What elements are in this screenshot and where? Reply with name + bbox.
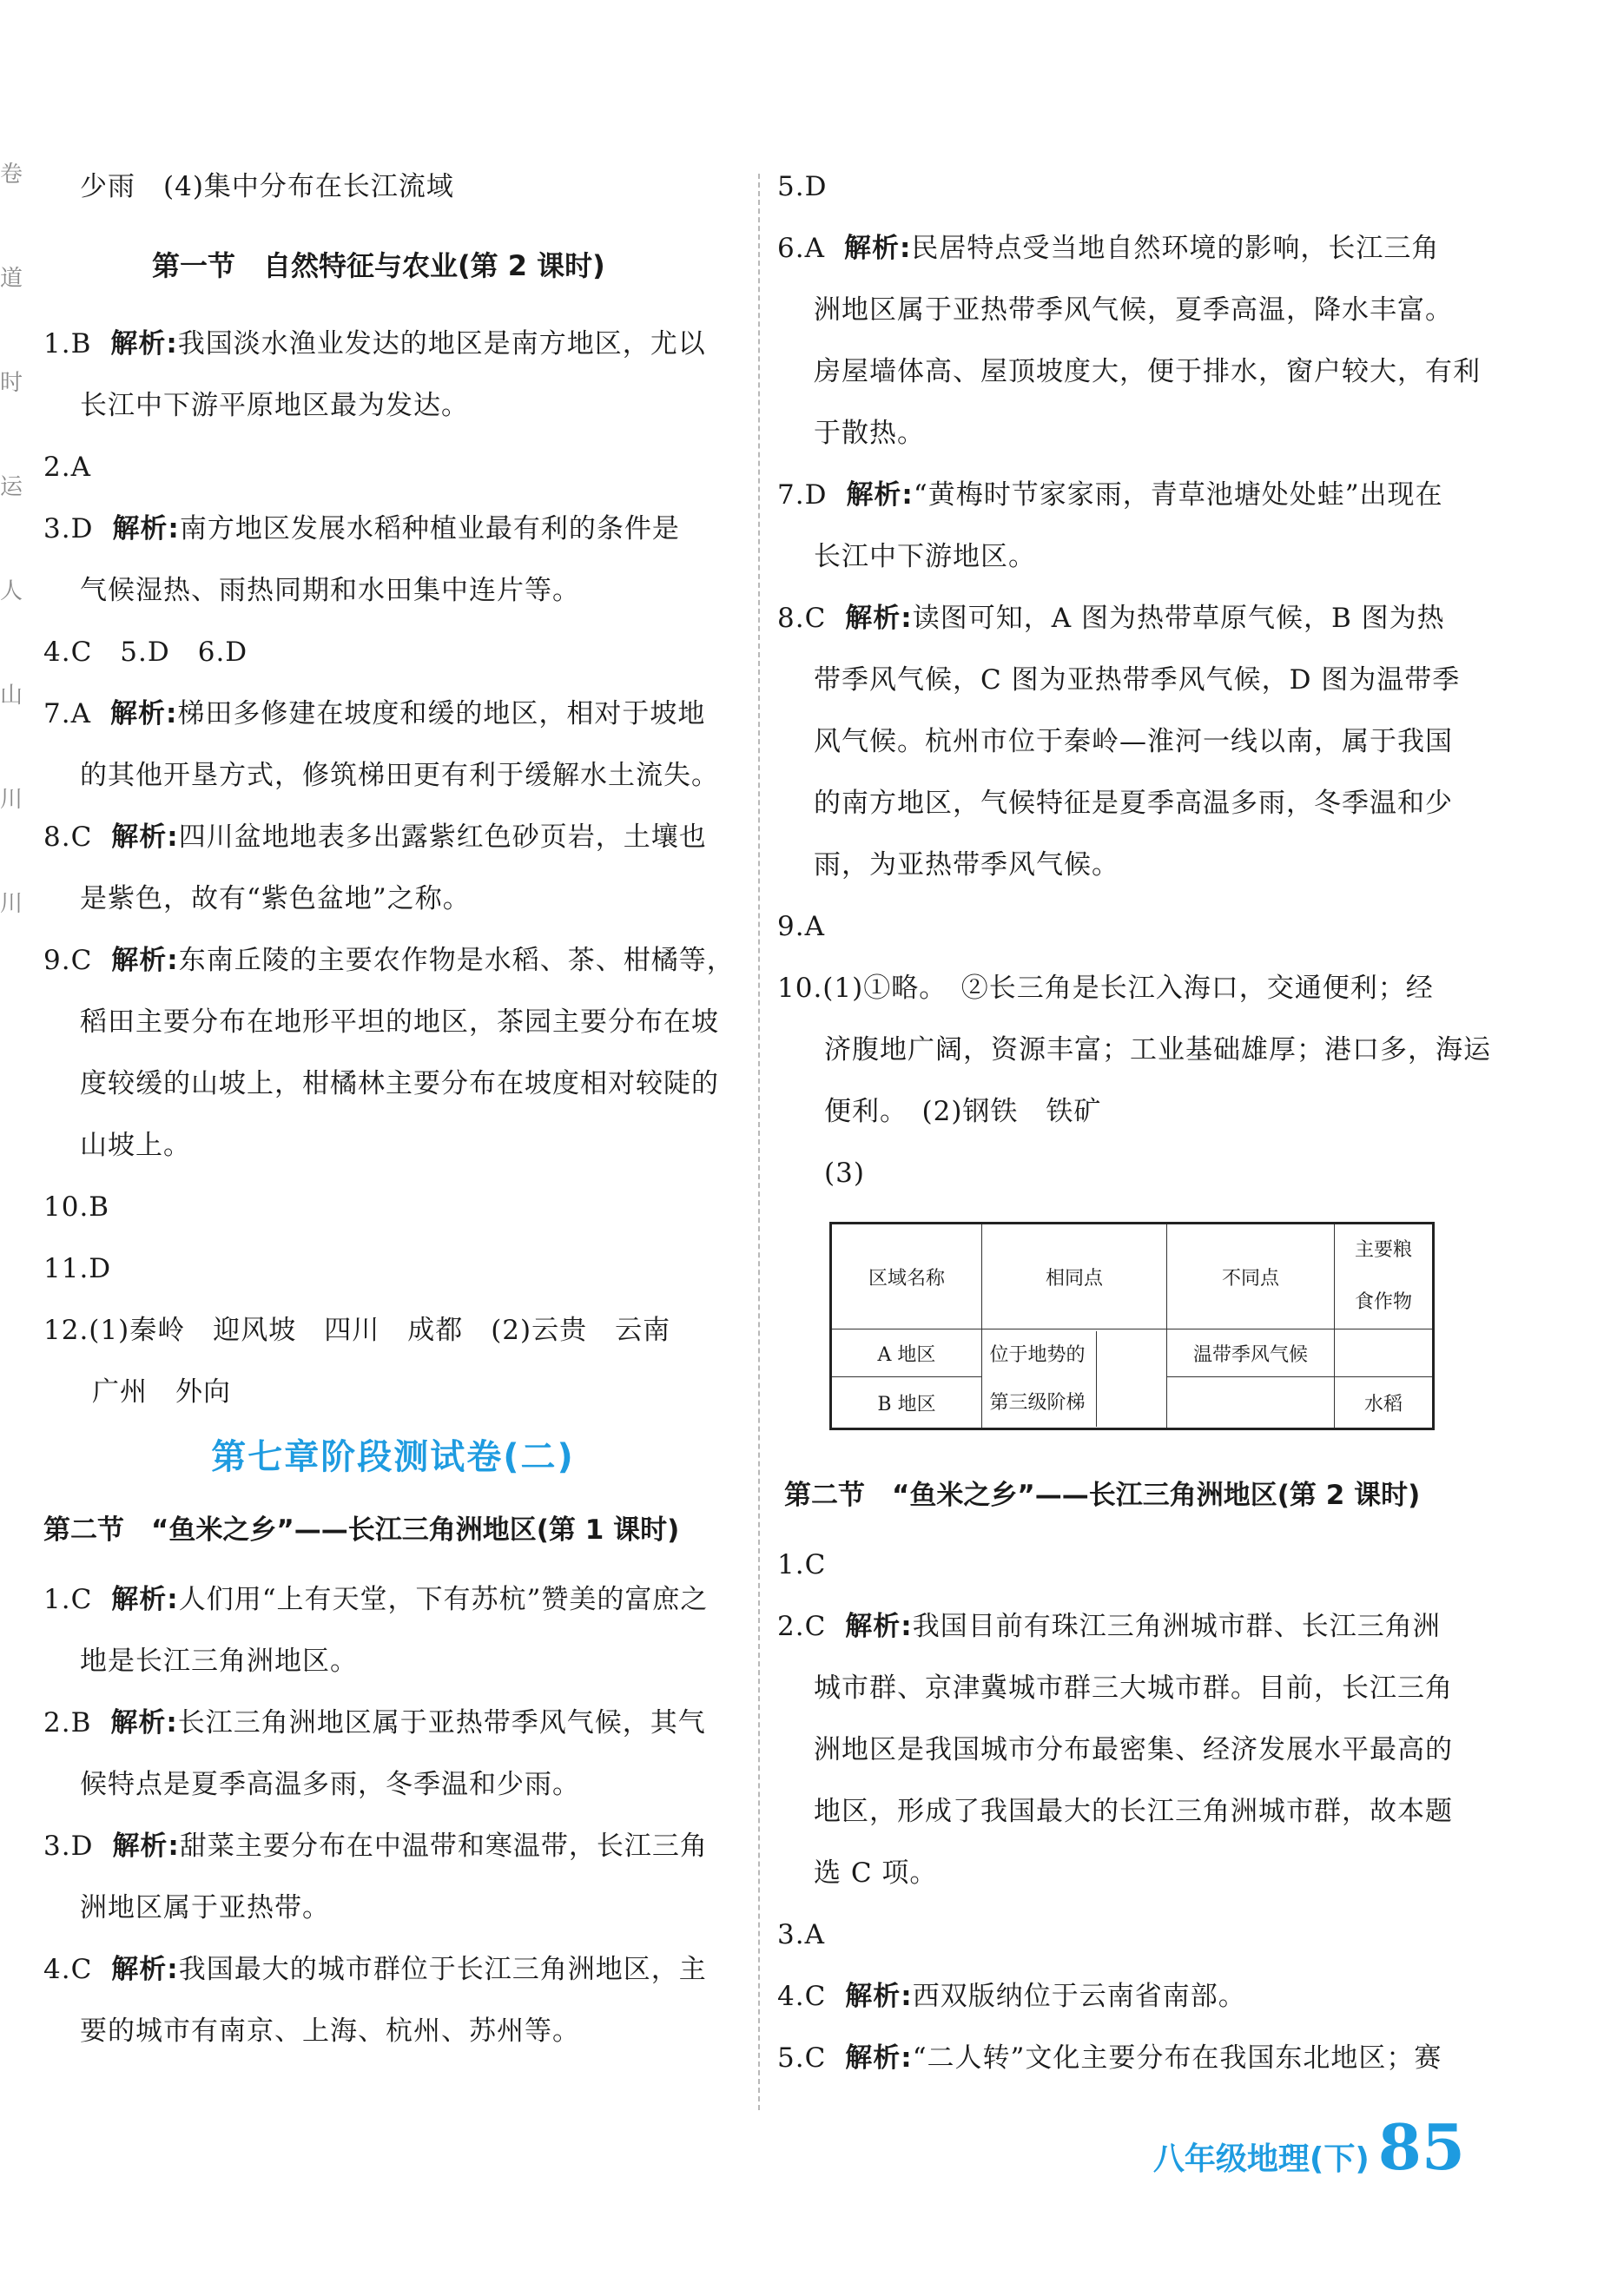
answer-line: 便利。 (2)钢铁 铁矿 — [824, 1096, 1102, 1127]
answer-item: 3.D 解析:南方地区发展水稻种植业最有利的条件是 — [43, 513, 680, 544]
answer-item: 2.B 解析:长江三角洲地区属于亚热带季风气候，其气 — [43, 1707, 706, 1738]
answer-line: 气候湿热、雨热同期和水田集中连片等。 — [80, 575, 580, 606]
answer-item: 6.A 解析:民居特点受当地自然环境的影响，长江三角 — [777, 233, 1440, 264]
answer-line: 广州 外向 — [92, 1376, 231, 1408]
answer-item: 5.D — [777, 171, 828, 202]
answer-line: 洲地区属于亚热带。 — [80, 1892, 330, 1923]
answer-line: 要的城市有南京、上海、杭州、苏州等。 — [80, 2016, 580, 2047]
column-divider — [758, 174, 760, 2110]
answer-item: 3.A — [777, 1919, 825, 1950]
table-header: 区域名称 — [831, 1224, 982, 1329]
answer-line: 济腹地广阔，资源丰富；工业基础雄厚；港口多，海运 — [824, 1034, 1491, 1066]
comparison-table — [829, 1222, 1435, 1430]
answer-line: 少雨 (4)集中分布在长江流域 — [80, 171, 454, 202]
answer-item: 4.C 解析:西双版纳位于云南省南部。 — [777, 1981, 1246, 2012]
table-header: 相同点 — [982, 1224, 1167, 1329]
answer-item: 7.A 解析:梯田多修建在坡度和缓的地区，相对于坡地 — [43, 698, 706, 729]
answer-item: 8.C 解析:四川盆地地表多出露紫红色砂页岩，土壤也 — [43, 821, 707, 853]
answer-item: 12.(1)秦岭 迎风坡 四川 成都 (2)云贵 云南 — [43, 1315, 671, 1346]
answer-item: 11.D — [43, 1253, 112, 1284]
table-cell: 温带季风气候 — [1167, 1329, 1335, 1377]
answer-item: 4.C 解析:我国最大的城市群位于长江三角洲地区，主 — [43, 1954, 707, 1985]
answer-item: 1.C — [777, 1549, 827, 1580]
table-cell — [1167, 1377, 1335, 1429]
answer-line: 是紫色，故有“紫色盆地”之称。 — [80, 883, 471, 914]
table-cell — [982, 1329, 1167, 1429]
table-header: 主要粮 食作物 — [1335, 1224, 1434, 1329]
page-number: 85 — [1377, 2110, 1465, 2184]
chapter-title: 第七章阶段测试卷(二) — [211, 1437, 575, 1477]
binding-edge-marks: 卷 道 时 运 人 山 川 川 — [0, 162, 23, 917]
answer-line: 候特点是夏季高温多雨，冬季温和少雨。 — [80, 1769, 580, 1800]
section-title: 第二节 “鱼米之乡”——长江三角洲地区(第 1 课时) — [43, 1514, 680, 1546]
answer-line: 城市群、京津冀城市群三大城市群。目前，长江三角 — [814, 1673, 1453, 1704]
answer-line: 洲地区属于亚热带季风气候，夏季高温，降水丰富。 — [814, 294, 1453, 326]
answer-line: 地区，形成了我国最大的长江三角洲城市群，故本题 — [814, 1796, 1453, 1827]
answer-line: 风气候。杭州市位于秦岭—淮河一线以南，属于我国 — [814, 726, 1453, 757]
section-title: 第二节 “鱼米之乡”——长江三角洲地区(第 2 课时) — [784, 1480, 1421, 1511]
answer-line: 于散热。 — [814, 418, 925, 449]
answer-line: 带季风气候，C 图为亚热带季风气候，D 图为温带季 — [814, 664, 1461, 696]
answer-line: 稻田主要分布在地形平坦的地区，茶园主要分布在坡 — [80, 1006, 719, 1038]
answer-item: 4.C 5.D 6.D — [43, 637, 248, 668]
answer-item: 8.C 解析:读图可知，A 图为热带草原气候，B 图为热 — [777, 603, 1445, 634]
answer-item: 9.A — [777, 911, 825, 942]
answer-item: 2.A — [43, 452, 91, 483]
answer-line: 长江中下游地区。 — [814, 541, 1036, 572]
answer-item: 3.D 解析:甜菜主要分布在中温带和寒温带，长江三角 — [43, 1831, 708, 1862]
answer-line: (3) — [824, 1158, 865, 1189]
answer-item: 10.(1)①略。 ②长三角是长江入海口，交通便利；经 — [777, 973, 1434, 1004]
left-column — [43, 156, 743, 2062]
answer-item: 7.D 解析:“黄梅时节家家雨，青草池塘处处蛙”出现在 — [777, 479, 1443, 511]
answer-line: 地是长江三角洲地区。 — [80, 1646, 358, 1677]
table-cell-text: 位于地势的 — [989, 1343, 1086, 1366]
section-title: 第一节 自然特征与农业(第 2 课时) — [152, 249, 605, 282]
answer-line: 的其他开垦方式，修筑梯田更有利于缓解水土流失。 — [80, 760, 719, 791]
answer-line: 长江中下游平原地区最为发达。 — [80, 390, 469, 421]
book-label: 八年级地理(下) — [1152, 2141, 1370, 2177]
answer-line: 选 C 项。 — [814, 1857, 938, 1889]
answer-item: 10.B — [43, 1191, 110, 1223]
page-footer — [1153, 2110, 1465, 2184]
answer-line: 房屋墙体高、屋顶坡度大，便于排水，窗户较大，有利 — [814, 356, 1481, 387]
answer-item: 9.C 解析:东南丘陵的主要农作物是水稻、茶、柑橘等， — [43, 945, 735, 976]
answer-item: 1.B 解析:我国淡水渔业发达的地区是南方地区，尤以 — [43, 328, 706, 360]
answer-item: 1.C 解析:人们用“上有天堂，下有苏杭”赞美的富庶之 — [43, 1584, 709, 1615]
right-column — [777, 156, 1489, 2089]
table-cell: 水稻 — [1335, 1377, 1434, 1429]
answer-line: 山坡上。 — [80, 1130, 191, 1161]
answer-item: 5.C 解析:“二人转”文化主要分布在我国东北地区；赛 — [777, 2042, 1442, 2074]
table-cell: B 地区 — [831, 1377, 982, 1429]
table-cell: A 地区 — [831, 1329, 982, 1377]
answer-line: 雨，为亚热带季风气候。 — [814, 849, 1119, 881]
table-cell — [1335, 1329, 1434, 1377]
answer-item: 2.C 解析:我国目前有珠江三角洲城市群、长江三角洲 — [777, 1611, 1441, 1642]
answer-line: 的南方地区，气候特征是夏季高温多雨，冬季温和少 — [814, 788, 1453, 819]
table-cell-text: 第三级阶梯 — [989, 1391, 1086, 1414]
answer-line: 度较缓的山坡上，柑橘林主要分布在坡度相对较陡的 — [80, 1068, 719, 1099]
answer-line: 洲地区是我国城市分布最密集、经济发展水平最高的 — [814, 1734, 1453, 1765]
table-header: 不同点 — [1167, 1224, 1335, 1329]
